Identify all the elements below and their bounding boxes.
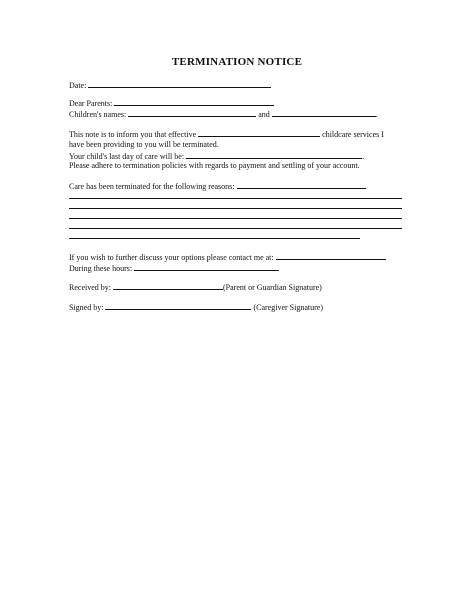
- child-name-field-2[interactable]: [272, 109, 376, 117]
- caregiver-signature-field[interactable]: [105, 302, 251, 310]
- childrens-names-line: [69, 109, 378, 120]
- hours-field[interactable]: [134, 263, 279, 271]
- document-title: TERMINATION NOTICE: [171, 56, 303, 68]
- hours-label: During these hours:: [69, 264, 133, 273]
- dear-parents-line: [69, 98, 274, 109]
- providing-text: have been providing to you will be terminated.: [69, 140, 219, 149]
- child-name-field-1[interactable]: [128, 109, 256, 117]
- reason-field-5[interactable]: [69, 228, 402, 229]
- effective-text-end: childcare services I: [322, 130, 384, 139]
- discuss-label: If you wish to further discuss your options please contact me at:: [69, 253, 274, 262]
- effective-text-start: This note is to inform you that effective: [69, 130, 197, 139]
- last-day-label: Your child's last day of care will be:: [69, 152, 185, 161]
- hours-line: [69, 263, 279, 274]
- received-role-label: (Parent or Guardian Signature): [222, 283, 322, 292]
- last-day-period: .: [362, 152, 365, 161]
- reasons-label: Care has been terminated for the following reasons:: [69, 182, 235, 191]
- date-field[interactable]: [88, 80, 271, 88]
- reason-field-6[interactable]: [69, 238, 360, 239]
- adhere-line: [69, 161, 360, 171]
- signed-label: Signed by:: [69, 303, 104, 312]
- date-line: [69, 80, 271, 91]
- date-label: Date:: [69, 81, 87, 90]
- providing-line: [69, 140, 219, 150]
- dear-parents-label: Dear Parents:: [69, 99, 113, 108]
- contact-field[interactable]: [276, 252, 386, 260]
- reason-field-2[interactable]: [69, 198, 402, 199]
- effective-date-field[interactable]: [198, 129, 320, 137]
- and-label: and: [258, 110, 270, 119]
- reason-field-4[interactable]: [69, 218, 402, 219]
- adhere-text: Please adhere to termination policies with regards to payment and settling of your account.: [69, 161, 360, 170]
- last-day-field[interactable]: [186, 151, 365, 161]
- reasons-line: [69, 181, 366, 192]
- effective-line: [69, 129, 384, 140]
- reason-field-first[interactable]: [237, 181, 366, 189]
- parent-signature-field[interactable]: [113, 282, 223, 290]
- period-label: .: [375, 110, 378, 119]
- discuss-line: [69, 252, 386, 263]
- received-line: [69, 282, 322, 293]
- signed-role-label: (Caregiver Signature): [253, 303, 323, 312]
- received-label: Received by:: [69, 283, 111, 292]
- parents-name-field[interactable]: [114, 98, 274, 106]
- reason-field-3[interactable]: [69, 208, 402, 209]
- signed-line: [69, 302, 323, 313]
- childrens-names-label: Children's names:: [69, 110, 127, 119]
